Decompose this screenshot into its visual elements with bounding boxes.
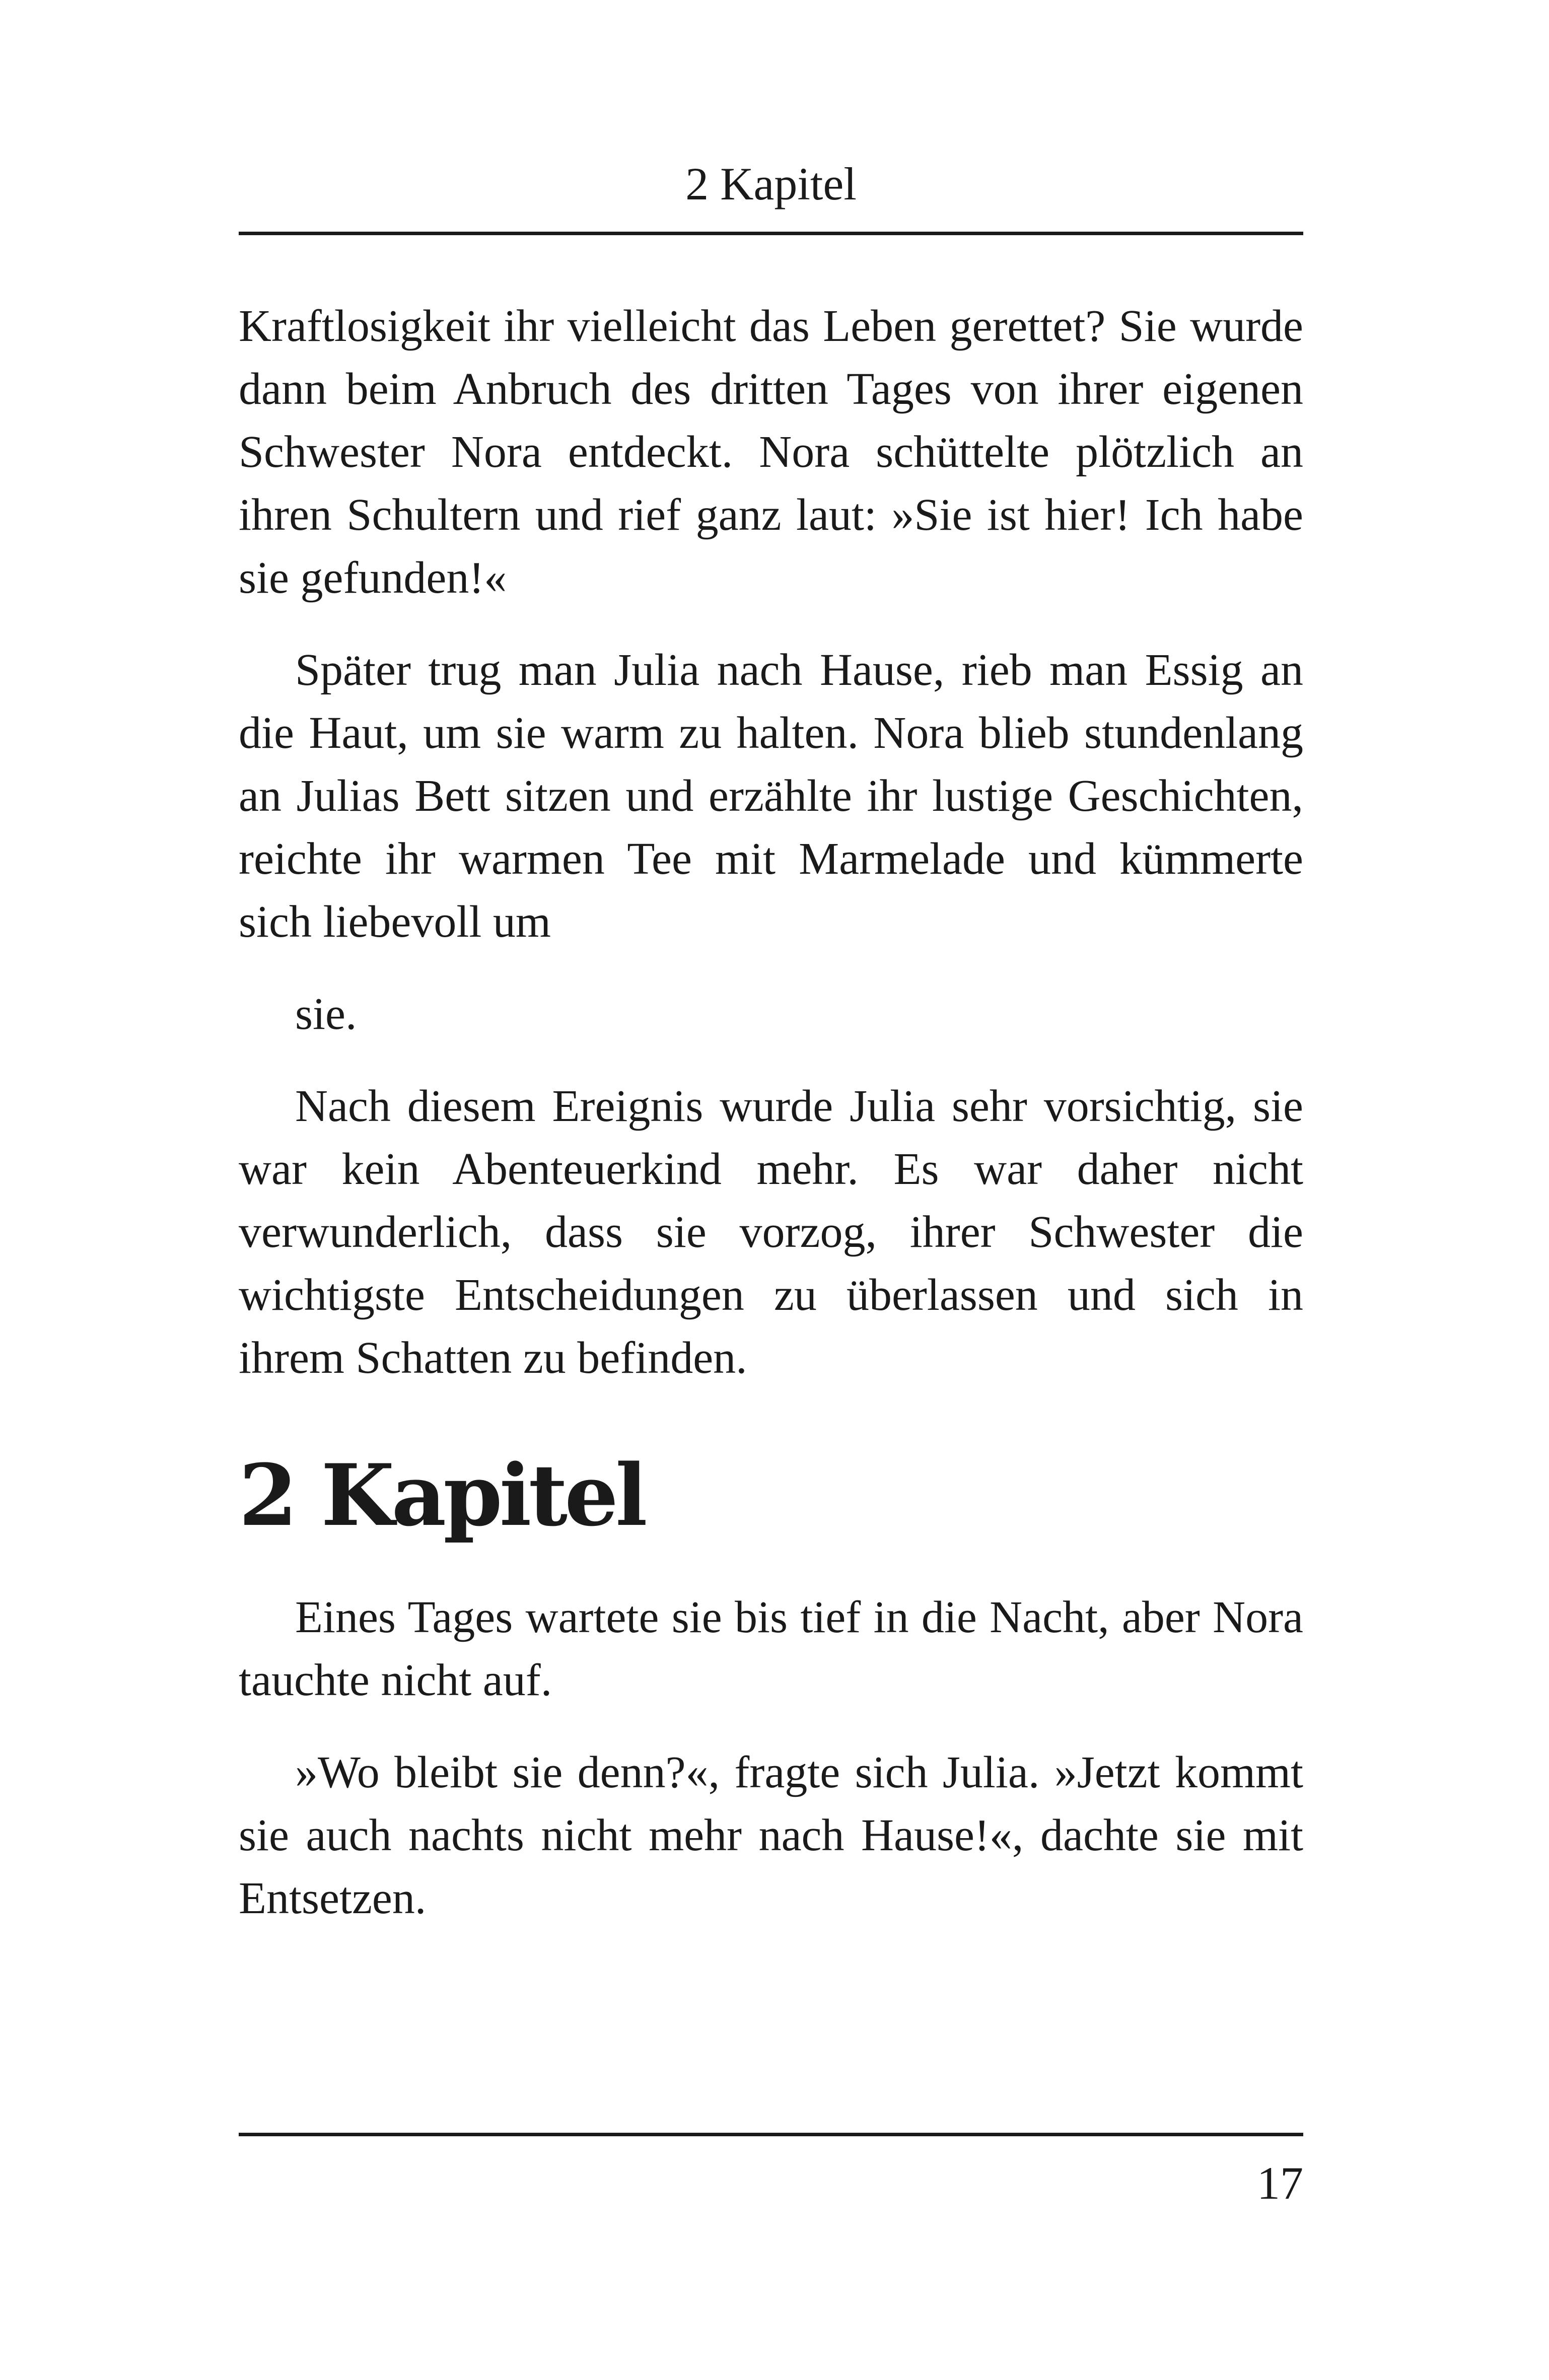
chapter-heading: 2 Kapitel [239,1445,645,1545]
header-rule [239,232,1303,235]
paragraph: Nach diesem Ereignis wurde Julia sehr vorsichtig, sie war kein Abenteuerkind mehr. Es war daher nicht verwunderlich, dass sie vorzog, ihrer Schwester die wichtigste Entscheidungen zu überlassen und sich in ihrem Schatten zu befinden. [239,1081,1303,1383]
page-number: 17 [1257,2157,1303,2209]
paragraph: Kraftlosigkeit ihr vielleicht das Leben gerettet? Sie wurde dann beim Anbruch des dritten Tages von ihrer eigenen Schwester Nora entdeckt. Nora schüttelte plötzlich an ihren Schultern und rief ganz laut: »Sie ist hier! Ich habe sie gefunden!« [239,301,1303,603]
running-header: 2 Kapitel [685,158,857,209]
paragraph: Eines Tages wartete sie bis tief in die Nacht, aber Nora tauchte nicht auf. [239,1592,1303,1705]
footer-rule [239,2133,1303,2136]
paragraph: sie. [295,989,357,1039]
paragraph: »Wo bleibt sie denn?«, fragte sich Julia. »Jetzt kommt sie auch nachts nicht mehr nach Hause!«, dachte sie mit Entsetzen. [239,1747,1303,1923]
body-text [239,295,1303,1959]
paragraph: Später trug man Julia nach Hause, rieb man Essig an die Haut, um sie warm zu halten. Nora blieb stundenlang an Julias Bett sitzen und erzählte ihr lustige Geschichten, reichte ihr warmen Tee mit Marmelade und kümmerte sich liebevoll um [239,645,1303,947]
